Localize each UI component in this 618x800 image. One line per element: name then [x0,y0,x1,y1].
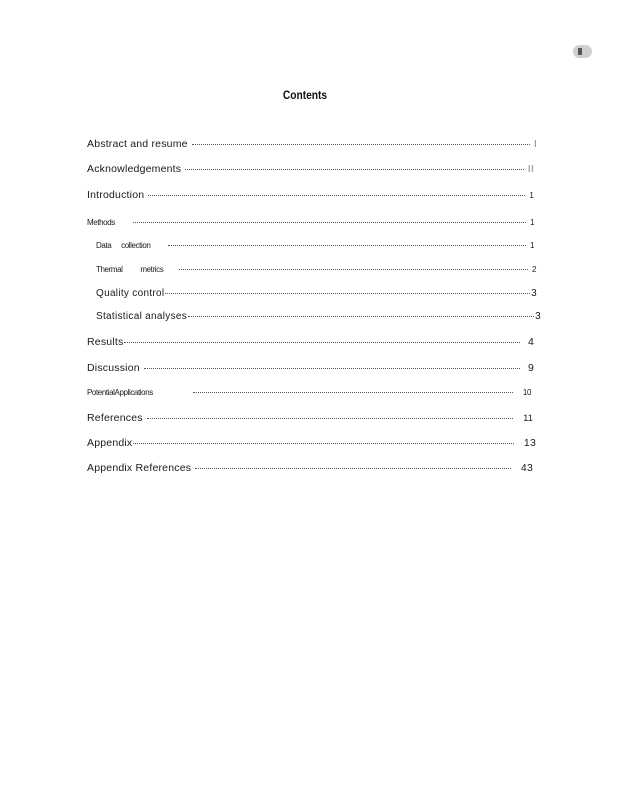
toc-entry-label: Introduction [87,189,145,201]
toc-entry-page: 3 [531,288,537,299]
toc-entry-label: Statistical analyses [96,311,188,322]
toc-entry-page: 1 [529,241,534,250]
toc-leader-dots [147,418,514,419]
toc-entry-appendix[interactable] [87,437,536,449]
toc-entry-page: 9 [527,362,534,374]
toc-entry-label: Methods [87,218,115,227]
toc-entry-discussion[interactable] [87,362,534,374]
page-corner-handle-icon [573,45,592,58]
toc-entry-label: Quality control [96,288,165,299]
toc-entry-statistical-analyses[interactable] [96,311,541,322]
toc-entry-label: Appendix References [87,462,192,474]
toc-entry-page: 2 [531,265,536,274]
toc-leader-dots [188,316,534,317]
toc-entry-results[interactable] [87,336,534,348]
toc-leader-dots [133,222,526,223]
toc-leader-dots [179,269,528,270]
toc-leader-dots [185,169,524,170]
toc-entry-data-collection[interactable] [96,241,534,250]
toc-leader-dots [144,368,520,369]
toc-entry-appendix-references[interactable] [87,462,533,474]
toc-entry-label: Acknowledgements [87,163,182,175]
toc-entry-label: PotentialApplications [87,388,153,397]
toc-leader-dots [192,144,530,145]
toc-entry-page: 43 [520,462,533,474]
toc-title: Contents [282,88,328,102]
toc-entry-label: Data collection [96,241,151,250]
toc-entry-label: Abstract and resume [87,138,188,150]
toc-entry-page: 10 [522,388,531,397]
toc-entry-page: 1 [529,191,534,200]
toc-leader-dots [168,245,525,246]
toc-entry-label: Discussion [87,362,140,374]
toc-entry-abstract[interactable] [87,138,537,150]
toc-entry-page: 13 [523,437,536,449]
toc-leader-dots [193,392,513,393]
toc-entry-page: 3 [535,311,541,322]
toc-entry-acknowledgements[interactable] [87,163,534,175]
toc-leader-dots [148,195,525,196]
toc-leader-dots [165,293,530,294]
toc-entry-label: Appendix [87,437,133,449]
toc-leader-dots [133,443,514,444]
toc-entry-introduction[interactable] [87,189,534,201]
toc-entry-label: Thermal metrics [96,265,164,274]
toc-entry-page: I [533,138,537,150]
toc-entry-page: 1 [529,218,534,227]
toc-entry-thermal-metrics[interactable] [96,265,536,274]
toc-entry-page: II [527,163,534,175]
toc-entry-quality-control[interactable] [96,288,537,299]
toc-entry-methods[interactable] [87,218,534,227]
toc-entry-label: References [87,412,143,424]
toc-entry-references[interactable] [87,412,533,424]
toc-leader-dots [195,468,511,469]
toc-entry-label: Results [87,336,124,348]
toc-leader-dots [124,342,520,343]
toc-entry-potential-applications[interactable] [87,388,531,397]
toc-entry-page: 4 [527,336,534,348]
toc-entry-page: 11 [523,413,533,423]
